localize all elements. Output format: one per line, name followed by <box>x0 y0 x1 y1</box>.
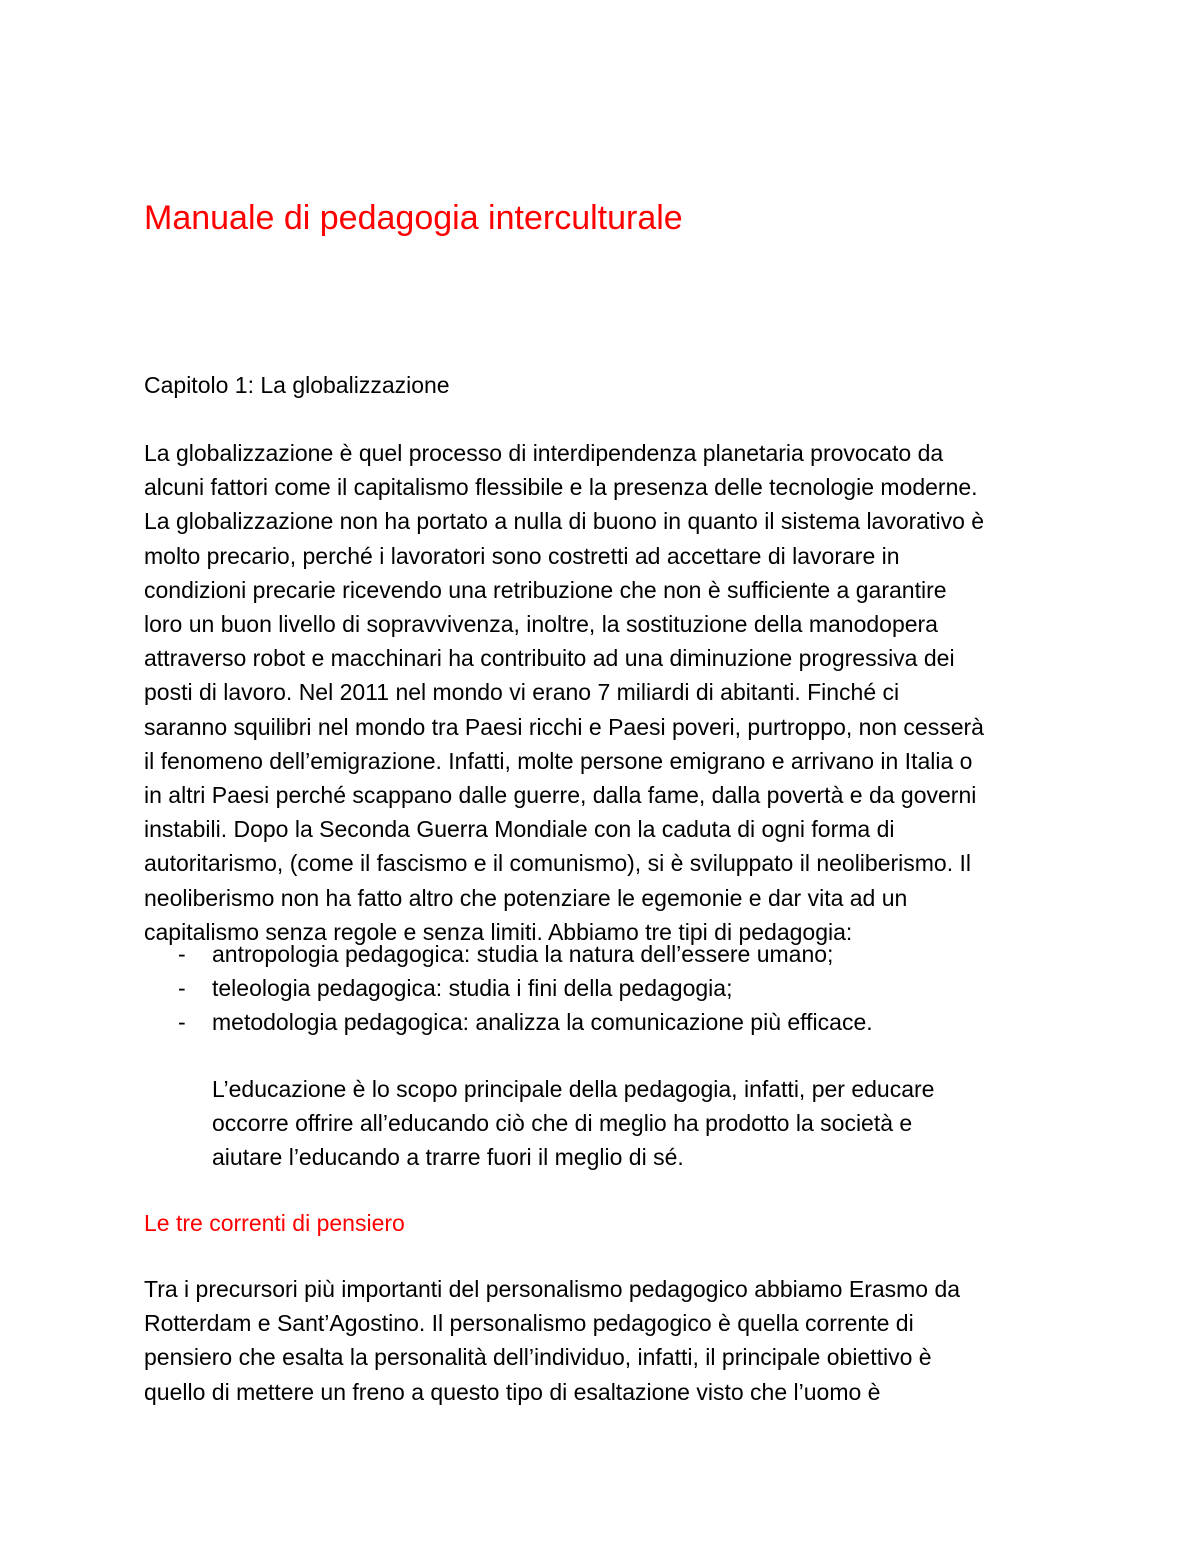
paragraph-line: attraverso robot e macchinari ha contribuito ad una diminuzione progressiva dei <box>144 645 955 672</box>
paragraph-educazione <box>212 1072 1092 1175</box>
bullet-marker: - <box>178 975 186 1002</box>
document-title: Manuale di pedagogia interculturale <box>144 199 683 237</box>
paragraph-line: L’educazione è lo scopo principale della pedagogia, infatti, per educare <box>212 1076 935 1102</box>
paragraph-line: molto precario, perché i lavoratori sono costretti ad accettare di lavorare in <box>144 542 900 569</box>
paragraph-line: autoritarismo, (come il fascismo e il comunismo), si è sviluppato il neoliberismo. Il <box>144 850 972 877</box>
paragraph-line: il fenomeno dell’emigrazione. Infatti, molte persone emigrano e arrivano in Italia o <box>144 747 973 774</box>
list-item-text: teleologia pedagogica: studia i fini della pedagogia; <box>212 975 733 1002</box>
section-heading: Le tre correnti di pensiero <box>144 1210 405 1236</box>
paragraph-line: condizioni precarie ricevendo una retribuzione che non è sufficiente a garantire <box>144 576 947 603</box>
paragraph-line: occorre offrire all’educando ciò che di meglio ha prodotto la società e <box>212 1110 913 1137</box>
paragraph-line: quello di mettere un freno a questo tipo di esaltazione visto che l’uomo è <box>144 1378 881 1405</box>
paragraph-line: capitalismo senza regole e senza limiti. Abbiamo tre tipi di pedagogia: <box>144 918 853 945</box>
list-item <box>144 971 873 1005</box>
list-item <box>144 937 873 971</box>
paragraph-line: loro un buon livello di sopravvivenza, inoltre, la sostituzione della manodopera <box>144 611 938 638</box>
bullet-marker: - <box>178 1009 186 1036</box>
list-item-text: antropologia pedagogica: studia la natura dell’essere umano; <box>212 941 834 967</box>
paragraph-line: Rotterdam e Sant’Agostino. Il personalismo pedagogico è quella corrente di <box>144 1310 914 1337</box>
bullet-marker: - <box>178 941 186 967</box>
list-item <box>144 1005 873 1039</box>
paragraph-line: Tra i precursori più importanti del personalismo pedagogico abbiamo Erasmo da <box>144 1276 961 1302</box>
paragraph-line: saranno squilibri nel mondo tra Paesi ricchi e Paesi poveri, purtroppo, non cesserà <box>144 713 984 740</box>
paragraph-line: posti di lavoro. Nel 2011 nel mondo vi erano 7 miliardi di abitanti. Finché ci <box>144 679 900 706</box>
paragraph-line: aiutare l’educando a trarre fuori il meglio di sé. <box>212 1144 684 1171</box>
paragraph-line: pensiero che esalta la personalità dell’individuo, infatti, il principale obiettivo è <box>144 1344 932 1371</box>
paragraph-globalizzazione <box>144 436 1064 949</box>
paragraph-line: alcuni fattori come il capitalismo flessibile e la presenza delle tecnologie moderne. <box>144 474 978 501</box>
paragraph-line: in altri Paesi perché scappano dalle guerre, dalla fame, dalla povertà e da governi <box>144 782 977 809</box>
paragraph-line: instabili. Dopo la Seconda Guerra Mondiale con la caduta di ogni forma di <box>144 816 895 843</box>
list-item-text: metodologia pedagogica: analizza la comunicazione più efficace. <box>212 1009 873 1036</box>
paragraph-line: La globalizzazione non ha portato a nulla di buono in quanto il sistema lavorativo è <box>144 508 985 535</box>
paragraph-line: neoliberismo non ha fatto altro che potenziare le egemonie e dar vita ad un <box>144 884 908 911</box>
paragraph-line: La globalizzazione è quel processo di interdipendenza planetaria provocato da <box>144 440 944 466</box>
chapter-heading: Capitolo 1: La globalizzazione <box>144 372 450 398</box>
paragraph-personalismo <box>144 1272 1064 1409</box>
pedagogy-types-list <box>144 937 873 1040</box>
